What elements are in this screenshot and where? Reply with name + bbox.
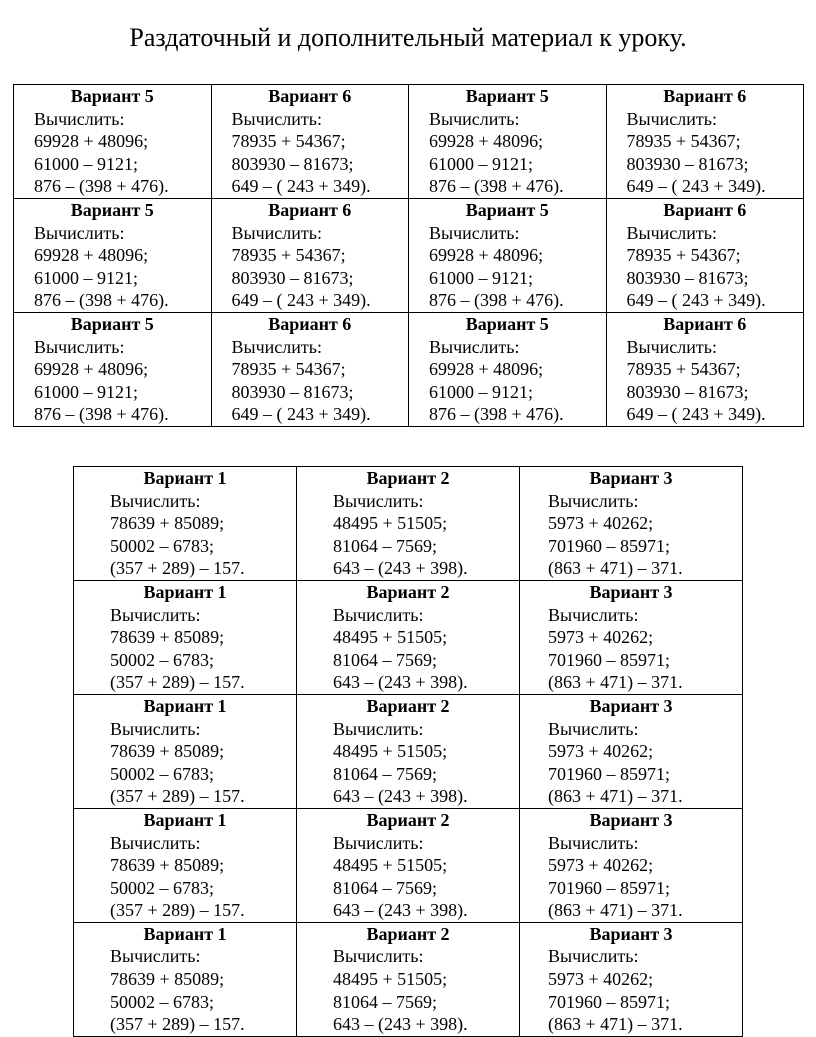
variant-card xyxy=(211,198,409,312)
task-instruction: Вычислить: xyxy=(34,336,125,357)
variant-card xyxy=(14,85,212,199)
variant-card xyxy=(520,467,743,581)
expression: (863 + 471) – 371. xyxy=(548,672,683,693)
variant-card xyxy=(520,922,743,1036)
task-instruction: Вычислить: xyxy=(548,946,639,967)
expression: 876 – (398 + 476). xyxy=(34,404,169,425)
expression: 5973 + 40262; xyxy=(548,627,654,648)
expression: 48495 + 51505; xyxy=(333,969,448,990)
expression: 643 – (243 + 398). xyxy=(333,1014,468,1035)
task-instruction: Вычислить: xyxy=(333,604,424,625)
task-instruction: Вычислить: xyxy=(626,108,717,129)
task-instruction: Вычислить: xyxy=(231,108,322,129)
task-instruction: Вычислить: xyxy=(110,832,201,853)
task-instruction: Вычислить: xyxy=(110,946,201,967)
expression: (357 + 289) – 157. xyxy=(110,1014,245,1035)
task-instruction: Вычислить: xyxy=(110,718,201,739)
expression: 61000 – 9121; xyxy=(34,153,139,174)
variant-card xyxy=(297,694,520,808)
variant-heading: Вариант 3 xyxy=(589,809,673,830)
expression: 48495 + 51505; xyxy=(333,513,448,534)
expression: 78639 + 85089; xyxy=(110,741,225,762)
expression: 50002 – 6783; xyxy=(110,649,215,670)
variant-card xyxy=(297,580,520,694)
expression: (357 + 289) – 157. xyxy=(110,900,245,921)
expression: 50002 – 6783; xyxy=(110,535,215,556)
task-instruction: Вычислить: xyxy=(626,336,717,357)
expression: 649 – ( 243 + 349). xyxy=(626,176,766,197)
variant-heading: Вариант 1 xyxy=(143,695,227,716)
expression: 48495 + 51505; xyxy=(333,855,448,876)
expression: 803930 – 81673; xyxy=(626,153,749,174)
variant-card xyxy=(297,922,520,1036)
variant-card xyxy=(520,580,743,694)
variant-card xyxy=(520,694,743,808)
table-row xyxy=(14,312,804,426)
expression: 78935 + 54367; xyxy=(231,359,346,380)
variant-card xyxy=(211,85,409,199)
expression: 701960 – 85971; xyxy=(548,763,671,784)
task-instruction: Вычислить: xyxy=(231,222,322,243)
expression: 69928 + 48096; xyxy=(429,131,544,152)
expression: 643 – (243 + 398). xyxy=(333,672,468,693)
expression: 78639 + 85089; xyxy=(110,513,225,534)
task-instruction: Вычислить: xyxy=(333,832,424,853)
variant-card xyxy=(74,467,297,581)
expression: 81064 – 7569; xyxy=(333,877,438,898)
expression: 643 – (243 + 398). xyxy=(333,786,468,807)
task-instruction: Вычислить: xyxy=(34,108,125,129)
variant-heading: Вариант 6 xyxy=(663,199,747,220)
expression: (863 + 471) – 371. xyxy=(548,786,683,807)
expression: 48495 + 51505; xyxy=(333,627,448,648)
expression: 48495 + 51505; xyxy=(333,741,448,762)
expression: 50002 – 6783; xyxy=(110,877,215,898)
expression: 78639 + 85089; xyxy=(110,627,225,648)
variant-heading: Вариант 2 xyxy=(366,695,450,716)
expression: (357 + 289) – 157. xyxy=(110,786,245,807)
expression: 803930 – 81673; xyxy=(231,153,354,174)
expression: 78935 + 54367; xyxy=(626,245,741,266)
expression: 78639 + 85089; xyxy=(110,969,225,990)
table-row xyxy=(74,808,743,922)
variant-heading: Вариант 6 xyxy=(268,199,352,220)
variant-heading: Вариант 3 xyxy=(589,581,673,602)
expression: 61000 – 9121; xyxy=(34,381,139,402)
expression: 5973 + 40262; xyxy=(548,741,654,762)
expression: (863 + 471) – 371. xyxy=(548,558,683,579)
expression: (863 + 471) – 371. xyxy=(548,1014,683,1035)
task-instruction: Вычислить: xyxy=(626,222,717,243)
task-instruction: Вычислить: xyxy=(548,718,639,739)
variant-heading: Вариант 5 xyxy=(465,199,549,220)
expression: 78935 + 54367; xyxy=(231,245,346,266)
expression: 701960 – 85971; xyxy=(548,649,671,670)
variant-heading: Вариант 2 xyxy=(366,923,450,944)
expression: 78935 + 54367; xyxy=(231,131,346,152)
expression: 876 – (398 + 476). xyxy=(429,176,564,197)
expression: 78935 + 54367; xyxy=(626,131,741,152)
task-instruction: Вычислить: xyxy=(110,604,201,625)
expression: 649 – ( 243 + 349). xyxy=(626,404,766,425)
task-instruction: Вычислить: xyxy=(548,604,639,625)
expression: 69928 + 48096; xyxy=(429,359,544,380)
expression: 61000 – 9121; xyxy=(429,267,534,288)
expression: 803930 – 81673; xyxy=(231,381,354,402)
variant-heading: Вариант 5 xyxy=(70,86,154,106)
task-instruction: Вычислить: xyxy=(429,108,520,129)
variant-card xyxy=(520,808,743,922)
expression: 81064 – 7569; xyxy=(333,991,438,1012)
variant-heading: Вариант 5 xyxy=(465,313,549,334)
variant-card xyxy=(606,85,804,199)
variant-heading: Вариант 5 xyxy=(70,199,154,220)
variant-heading: Вариант 6 xyxy=(268,313,352,334)
expression: 649 – ( 243 + 349). xyxy=(231,290,371,311)
variant-heading: Вариант 3 xyxy=(589,695,673,716)
variant-heading: Вариант 2 xyxy=(366,581,450,602)
variant-heading: Вариант 3 xyxy=(589,468,673,488)
expression: 643 – (243 + 398). xyxy=(333,558,468,579)
expression: 78639 + 85089; xyxy=(110,855,225,876)
expression: 69928 + 48096; xyxy=(34,131,149,152)
expression: 701960 – 85971; xyxy=(548,877,671,898)
variant-card xyxy=(606,198,804,312)
expression: 876 – (398 + 476). xyxy=(34,176,169,197)
variant-card xyxy=(211,312,409,426)
expression: 61000 – 9121; xyxy=(34,267,139,288)
expression: 649 – ( 243 + 349). xyxy=(231,176,371,197)
expression: 643 – (243 + 398). xyxy=(333,900,468,921)
variant-heading: Вариант 1 xyxy=(143,923,227,944)
table-row xyxy=(74,694,743,808)
expression: (357 + 289) – 157. xyxy=(110,558,245,579)
expression: 50002 – 6783; xyxy=(110,991,215,1012)
variants-table-top xyxy=(13,84,804,427)
task-instruction: Вычислить: xyxy=(333,946,424,967)
variant-heading: Вариант 1 xyxy=(143,468,227,488)
variant-card xyxy=(74,922,297,1036)
expression: 50002 – 6783; xyxy=(110,763,215,784)
variant-card xyxy=(297,808,520,922)
expression: 876 – (398 + 476). xyxy=(34,290,169,311)
variant-heading: Вариант 1 xyxy=(143,809,227,830)
variant-card xyxy=(409,198,607,312)
table-row xyxy=(14,198,804,312)
expression: 69928 + 48096; xyxy=(429,245,544,266)
task-instruction: Вычислить: xyxy=(333,718,424,739)
table-row xyxy=(74,922,743,1036)
expression: 803930 – 81673; xyxy=(626,381,749,402)
task-instruction: Вычислить: xyxy=(333,490,424,511)
task-instruction: Вычислить: xyxy=(548,490,639,511)
table-row xyxy=(14,85,804,199)
variant-card xyxy=(74,580,297,694)
variant-card xyxy=(74,808,297,922)
expression: 81064 – 7569; xyxy=(333,535,438,556)
variant-heading: Вариант 6 xyxy=(663,313,747,334)
expression: 81064 – 7569; xyxy=(333,649,438,670)
expression: 701960 – 85971; xyxy=(548,991,671,1012)
expression: 69928 + 48096; xyxy=(34,245,149,266)
expression: 649 – ( 243 + 349). xyxy=(626,290,766,311)
variant-heading: Вариант 5 xyxy=(70,313,154,334)
task-instruction: Вычислить: xyxy=(231,336,322,357)
expression: 803930 – 81673; xyxy=(626,267,749,288)
table-row xyxy=(74,580,743,694)
variant-card xyxy=(297,467,520,581)
variant-heading: Вариант 6 xyxy=(663,86,747,106)
expression: 5973 + 40262; xyxy=(548,513,654,534)
task-instruction: Вычислить: xyxy=(110,490,201,511)
expression: (357 + 289) – 157. xyxy=(110,672,245,693)
expression: 5973 + 40262; xyxy=(548,969,654,990)
expression: 876 – (398 + 476). xyxy=(429,290,564,311)
variant-heading: Вариант 1 xyxy=(143,581,227,602)
task-instruction: Вычислить: xyxy=(429,222,520,243)
variants-table-bottom xyxy=(73,466,743,1037)
task-instruction: Вычислить: xyxy=(429,336,520,357)
variant-card xyxy=(606,312,804,426)
expression: 701960 – 85971; xyxy=(548,535,671,556)
expression: (863 + 471) – 371. xyxy=(548,900,683,921)
expression: 649 – ( 243 + 349). xyxy=(231,404,371,425)
table-row xyxy=(74,467,743,581)
variant-card xyxy=(409,312,607,426)
expression: 876 – (398 + 476). xyxy=(429,404,564,425)
page-title: Раздаточный и дополнительный материал к уроку. xyxy=(129,23,687,52)
expression: 61000 – 9121; xyxy=(429,381,534,402)
expression: 81064 – 7569; xyxy=(333,763,438,784)
variant-card xyxy=(14,312,212,426)
variant-card xyxy=(14,198,212,312)
task-instruction: Вычислить: xyxy=(34,222,125,243)
variant-heading: Вариант 2 xyxy=(366,468,450,488)
variant-heading: Вариант 2 xyxy=(366,809,450,830)
expression: 5973 + 40262; xyxy=(548,855,654,876)
variant-heading: Вариант 5 xyxy=(465,86,549,106)
expression: 61000 – 9121; xyxy=(429,153,534,174)
expression: 803930 – 81673; xyxy=(231,267,354,288)
expression: 78935 + 54367; xyxy=(626,359,741,380)
task-instruction: Вычислить: xyxy=(548,832,639,853)
variant-heading: Вариант 3 xyxy=(589,923,673,944)
variant-card xyxy=(409,85,607,199)
variant-heading: Вариант 6 xyxy=(268,86,352,106)
expression: 69928 + 48096; xyxy=(34,359,149,380)
variant-card xyxy=(74,694,297,808)
